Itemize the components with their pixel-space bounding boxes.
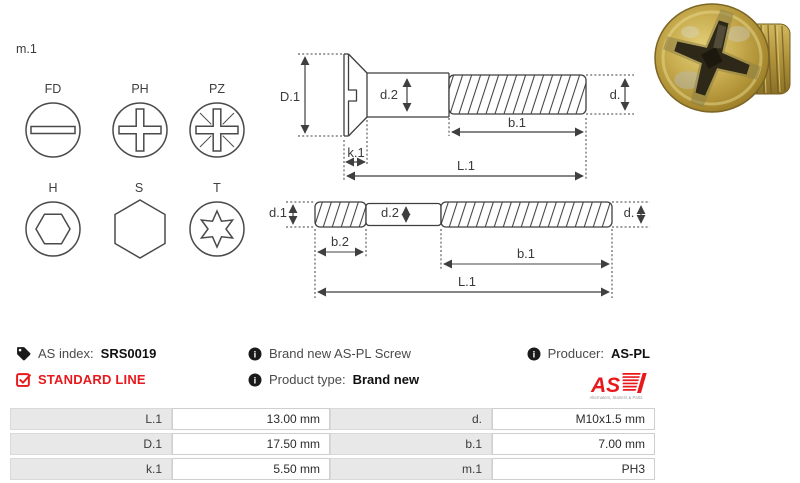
flat-drive-icon: [26, 103, 80, 157]
standard-line-badge: STANDARD LINE: [38, 372, 146, 387]
dim-label-stud-d1: d.1: [268, 205, 288, 220]
product-type-value: Brand new: [352, 372, 420, 387]
dim-label-k1: k.1: [347, 145, 365, 160]
drive-label-pz: PZ: [209, 82, 225, 96]
producer-value: AS-PL: [611, 346, 650, 361]
dim-label-L1: L.1: [456, 158, 476, 173]
svg-text:i: i: [253, 374, 257, 386]
description-row: [248, 346, 419, 361]
table-row: [10, 433, 655, 455]
table-row: [10, 408, 655, 430]
as-index-row: [16, 346, 156, 361]
hex-external-icon: [115, 200, 165, 258]
info-icon: [248, 347, 262, 361]
spec-value: PH3: [492, 458, 655, 480]
drive-label-t: T: [213, 181, 221, 195]
dim-label-stud-b1: b.1: [516, 246, 536, 261]
dim-label-d2: d.2: [379, 87, 399, 102]
drive-label-h: H: [48, 181, 58, 195]
spec-value: 17.50 mm: [172, 433, 330, 455]
dim-label-b1: b.1: [507, 115, 527, 130]
product-description: Brand new AS-PL Screw: [269, 346, 411, 361]
screw-photo-graphic: [650, 0, 790, 118]
svg-text:i: i: [532, 348, 535, 360]
hex-socket-icon: [26, 202, 80, 256]
logo-tagline: Alternators, Starters & Parts: [589, 395, 643, 400]
stud-side-view: [269, 202, 650, 298]
producer-row: [527, 346, 650, 361]
product-type-label: Product type:: [269, 372, 346, 387]
checkbox-icon: [16, 372, 31, 387]
spec-label: L.1: [10, 408, 172, 430]
phillips-drive-icon: [113, 103, 167, 157]
torx-drive-icon: [190, 202, 244, 256]
spec-value: M10x1.5 mm: [492, 408, 655, 430]
logo-text: AS: [591, 374, 621, 397]
drive-label-ph: PH: [131, 82, 149, 96]
dim-label-stud-d2: d.2: [380, 205, 400, 220]
as-index-label: AS index:: [38, 346, 94, 361]
svg-text:i: i: [253, 348, 257, 360]
dim-label-stud-d: d.: [623, 205, 635, 220]
spec-value: 13.00 mm: [172, 408, 330, 430]
screw-side-view: [280, 54, 634, 180]
product-photo: [650, 0, 798, 118]
dim-label-stud-L1: L.1: [457, 274, 477, 289]
m1-corner-label: m.1: [16, 42, 37, 56]
spec-label: k.1: [10, 458, 172, 480]
spec-value: 7.00 mm: [492, 433, 655, 455]
producer-label: Producer:: [547, 346, 604, 361]
dim-label-stud-b2: b.2: [330, 234, 350, 249]
info-column-producer: [527, 346, 650, 402]
as-pl-logo: [584, 372, 650, 402]
pozidriv-drive-icon: [190, 103, 244, 157]
info-icon: [527, 347, 541, 361]
standard-line-row: [16, 372, 156, 387]
tag-icon: [16, 346, 31, 361]
spec-value: 5.50 mm: [172, 458, 330, 480]
info-column-description: [248, 346, 419, 387]
info-icon: [248, 373, 262, 387]
drive-type-icons: [0, 80, 260, 265]
drive-label-s: S: [134, 181, 144, 195]
spec-table: [10, 408, 655, 483]
as-index-value: SRS0019: [100, 346, 157, 361]
info-column-index: [16, 346, 156, 387]
logo-stripes: [617, 373, 647, 393]
technical-drawings: [266, 40, 660, 302]
spec-label: b.1: [330, 433, 492, 455]
spec-label: D.1: [10, 433, 172, 455]
dim-label-D1: D.1: [279, 89, 301, 104]
product-type-row: [248, 372, 419, 387]
dim-label-d: d.: [609, 87, 621, 102]
spec-label: d.: [330, 408, 492, 430]
spec-label: m.1: [330, 458, 492, 480]
table-row: [10, 458, 655, 480]
drive-label-fd: FD: [44, 82, 62, 96]
